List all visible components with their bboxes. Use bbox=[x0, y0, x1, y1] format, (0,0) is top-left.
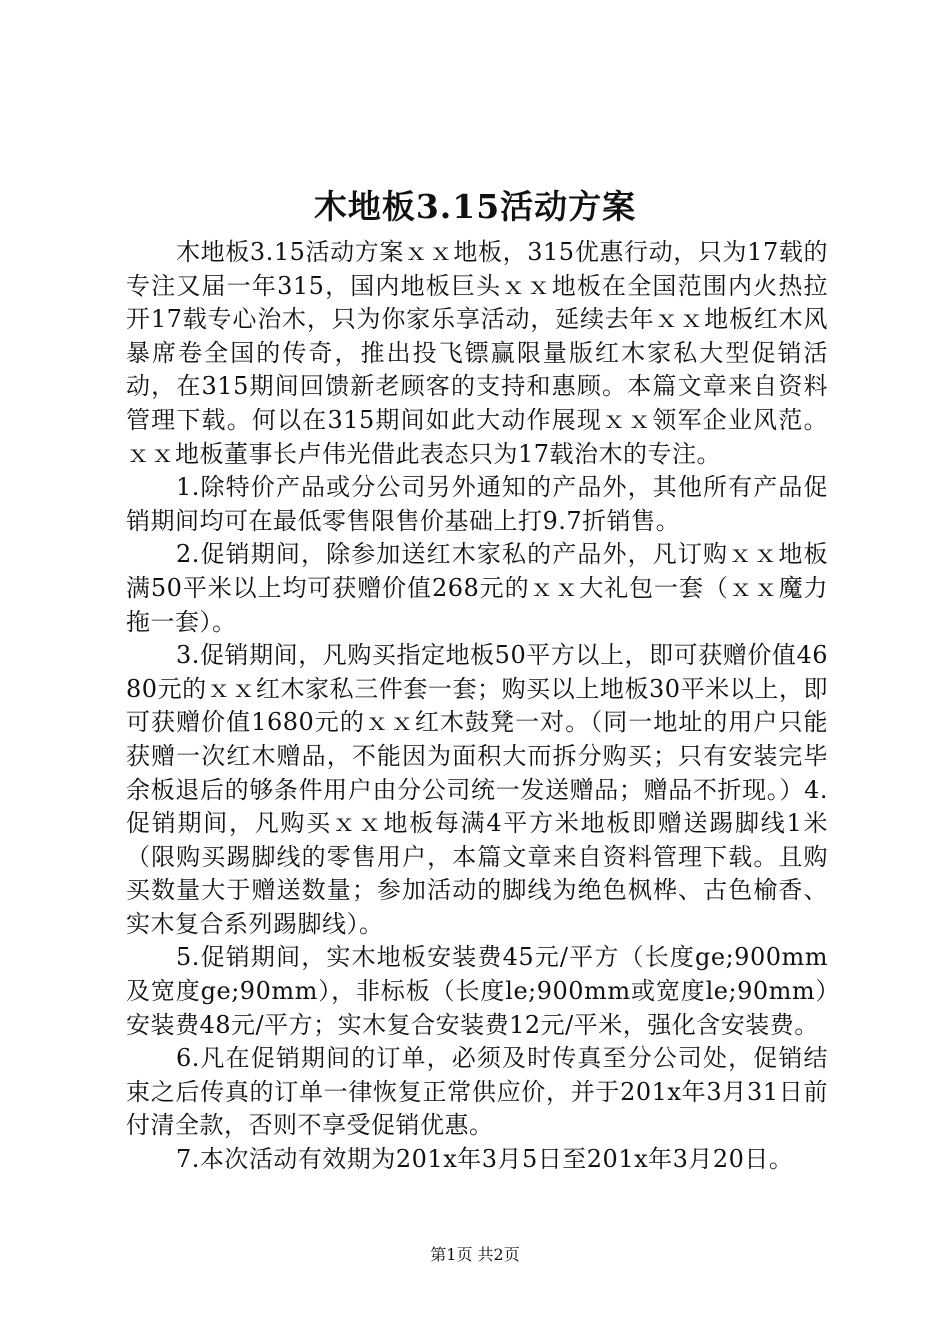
paragraph-item-2: 2.促销期间，除参加送红木家私的产品外，凡订购ｘｘ地板满50平米以上均可获赠价值268元的ｘｘ大礼包一套（ｘｘ魔力拖一套）。 bbox=[126, 540, 828, 636]
paragraph-item-3-4: 3.促销期间，凡购买指定地板50平方以上，即可获赠价值4680元的ｘｘ红木家私三件套一套；购买以上地板30平米以上，即可获赠价值1680元的ｘｘ红木鼓凳一对。（同一地址的用户只能获赠一次红木赠品，不能因为面积大而拆分购买；只有安装完毕余板退后的够条件用户由分公司统一发送赠品；赠品不折现。）4.促销期间，凡购买ｘｘ地板每满4平方米地板即赠送踢脚线1米（限购买踢脚线的零售用户，本篇文章来自资料管理下载。且购买数量大于赠送数量；参加活动的脚线为绝色枫桦、古色榆香、实木复合系列踢脚线）。 bbox=[126, 641, 828, 938]
paragraph-item-1: 1.除特价产品或分公司另外通知的产品外，其他所有产品促销期间均可在最低零售限售价基础上打9.7折销售。 bbox=[126, 473, 828, 535]
document-body bbox=[126, 236, 828, 1177]
document-title: 木地板3.15活动方案 bbox=[313, 187, 637, 226]
paragraph-item-6: 6.凡在促销期间的订单，必须及时传真至分公司处，促销结束之后传真的订单一律恢复正常供应价，并于201x年3月31日前付清全款，否则不享受促销优惠。 bbox=[126, 1044, 828, 1140]
paragraph-item-7: 7.本次活动有效期为201x年3月5日至201x年3月20日。 bbox=[176, 1145, 794, 1174]
paragraph-item-5: 5.促销期间，实木地板安装费45元/平方（长度ge;900mm及宽度ge;90mm），非标板（长度le;900mm或宽度le;90mm）安装费48元/平方；实木复合安装费12元/平米，强化含安装费。 bbox=[126, 943, 828, 1039]
page-footer: 第1页 共2页 bbox=[430, 1245, 520, 1264]
paragraph-intro: 木地板3.15活动方案ｘｘ地板，315优惠行动，只为17载的专注又届一年315，国内地板巨头ｘｘ地板在全国范围内火热拉开17载专心治木，只为你家乐享活动，延续去年ｘｘ地板红木风暴席卷全国的传奇，推出投飞镖赢限量版红木家私大型促销活动，在315期间回馈新老顾客的支持和惠顾。本篇文章来自资料管理下载。何以在315期间如此大动作展现ｘｘ领军企业风范。ｘｘ地板董事长卢伟光借此表态只为17载治木的专注。 bbox=[126, 238, 828, 468]
